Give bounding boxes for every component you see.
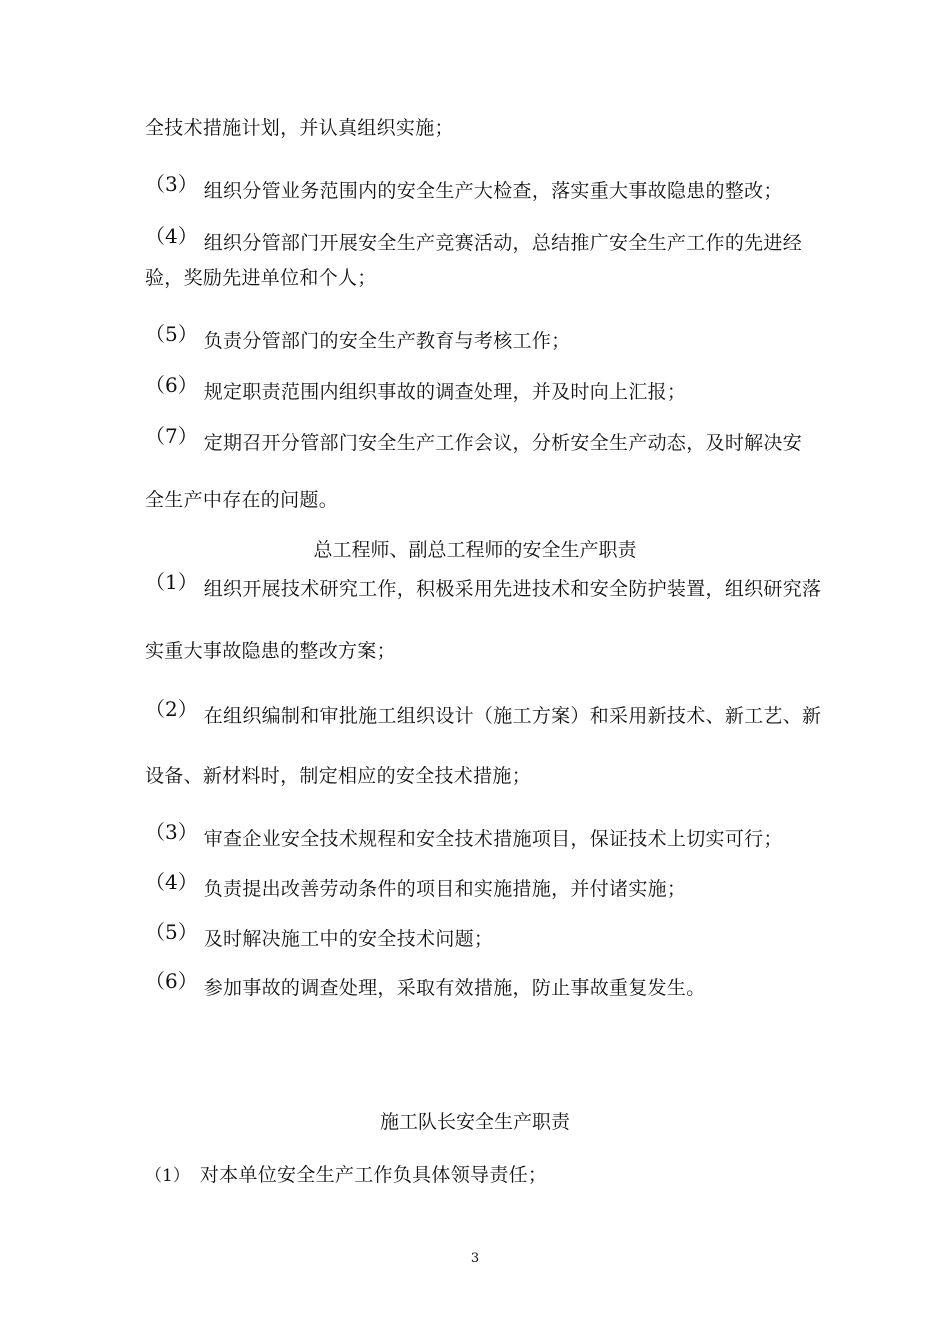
item-number: （3） <box>145 820 198 844</box>
item-number: （5） <box>145 322 198 346</box>
item-number: （3） <box>145 172 198 196</box>
list-item <box>145 224 803 255</box>
list-item <box>145 373 687 404</box>
item-text: 定期召开分管部门安全生产工作会议，分析安全生产动态，及时解决安 <box>203 432 803 454</box>
section-heading: 施工队长安全生产职责 <box>379 1111 570 1133</box>
item-number: （6） <box>145 969 198 993</box>
paragraph-continuation: 全技术措施计划，并认真组织实施； <box>145 117 454 139</box>
list-item <box>145 920 494 951</box>
item-text: 组织分管业务范围内的安全生产大检查，落实重大事故隐患的整改； <box>203 180 783 202</box>
list-item-continuation: 验，奖励先进单位和个人； <box>145 267 377 289</box>
item-text: 参加事故的调查处理，采取有效措施，防止事故重复发生。 <box>203 977 706 999</box>
item-number: （4） <box>145 224 198 248</box>
item-text: 及时解决施工中的安全技术问题； <box>203 928 494 950</box>
item-text: 审查企业安全技术规程和安全技术措施项目，保证技术上切实可行； <box>203 828 783 850</box>
list-item-continuation: 设备、新材料时，制定相应的安全技术措施； <box>145 765 532 787</box>
item-text: 组织分管部门开展安全生产竞赛活动，总结推广安全生产工作的先进经 <box>203 232 803 254</box>
item-number: （6） <box>145 373 198 397</box>
item-number: （1） <box>145 1166 190 1186</box>
item-text: 负责提出改善劳动条件的项目和实施措施，并付诸实施； <box>203 878 687 900</box>
list-item <box>145 820 783 851</box>
list-item <box>145 424 803 455</box>
item-text: 负责分管部门的安全生产教育与考核工作； <box>203 330 571 352</box>
list-item <box>145 969 706 1000</box>
item-text: 规定职责范围内组织事故的调查处理，并及时向上汇报； <box>203 381 687 403</box>
item-text: 对本单位安全生产工作负具体领导责任； <box>199 1164 548 1186</box>
page-number: 3 <box>470 1251 480 1266</box>
item-number: （4） <box>145 870 198 894</box>
list-item-continuation: 全生产中存在的问题。 <box>145 489 339 511</box>
list-item <box>145 697 822 728</box>
item-number: （1） <box>145 570 198 594</box>
item-number: （7） <box>145 424 198 448</box>
list-item <box>145 1163 547 1188</box>
item-text: 在组织编制和审批施工组织设计（施工方案）和采用新技术、新工艺、新 <box>203 705 822 727</box>
item-text: 组织开展技术研究工作，积极采用先进技术和安全防护装置，组织研究落 <box>203 578 822 600</box>
list-item <box>145 322 571 353</box>
list-item-continuation: 实重大事故隐患的整改方案； <box>145 640 396 662</box>
list-item <box>145 870 687 901</box>
list-item <box>145 172 783 203</box>
item-number: （5） <box>145 920 198 944</box>
section-heading: 总工程师、副总工程师的安全生产职责 <box>313 539 637 561</box>
list-item <box>145 570 822 601</box>
item-number: （2） <box>145 697 198 721</box>
